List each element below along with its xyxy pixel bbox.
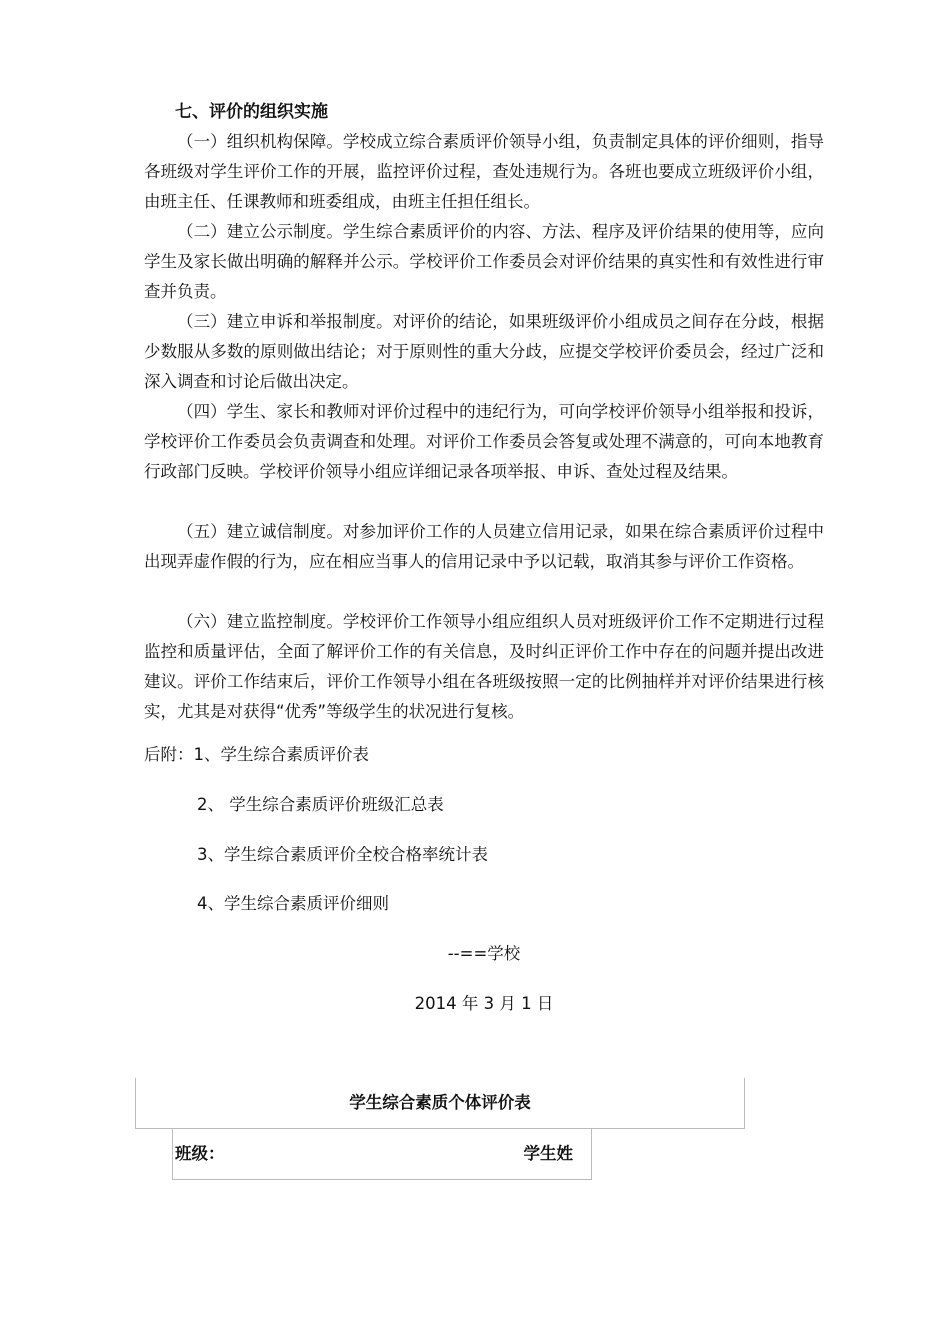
paragraph-integrity: （五）建立诚信制度。对参加评价工作的人员建立信用记录，如果在综合素质评价过程中出现弄虚作假的行为，应在相应当事人的信用记录中予以记载，取消其参与评价工作资格。 bbox=[144, 522, 824, 571]
paragraph-publicity: （二）建立公示制度。学生综合素质评价的内容、方法、程序及评价结果的使用等，应向学生及家长做出明确的解释并公示。学校评价工作委员会对评价结果的真实性和有效性进行审查并负责。 bbox=[144, 222, 824, 301]
class-label: 班级： bbox=[175, 1144, 225, 1163]
student-name-label: 学生姓 bbox=[523, 1144, 573, 1163]
paragraph-organization: （一）组织机构保障。学校成立综合素质评价领导小组，负责制定具体的评价细则，指导各班级对学生评价工作的开展，监控评价过程，查处违规行为。各班也要成立班级评价小组，由班主任、任课教师和班委组成，由班主任担任组长。 bbox=[144, 132, 824, 211]
section-heading: 七、评价的组织实施 bbox=[175, 102, 328, 122]
form-title-cell bbox=[135, 1078, 745, 1129]
paragraph-monitoring: （六）建立监控制度。学校评价工作领导小组应组织人员对班级评价工作不定期进行过程监控和质量评估，全面了解评价工作的有关信息，及时纠正评价工作中存在的问题并提出改进建议。评价工作结束后，评价工作领导小组在各班级按照一定的比例抽样并对评价结果进行核实，尤其是对获得“优秀”等级学生的状况进行复核。 bbox=[144, 612, 824, 721]
signature-date: 2014 年 3 月 1 日 bbox=[414, 994, 554, 1013]
appendix-item: 4、学生综合素质评价细则 bbox=[197, 894, 389, 913]
paragraph-report: （四）学生、家长和教师对评价过程中的违纪行为，可向学校评价领导小组举报和投诉，学校评价工作委员会负责调查和处理。对评价工作委员会答复或处理不满意的，可向本地教育行政部门反映。学校评价领导小组应详细记录各项举报、申诉、查处过程及结果。 bbox=[144, 402, 824, 481]
paragraph-appeal: （三）建立申诉和举报制度。对评价的结论，如果班级评价小组成员之间存在分歧，根据少数服从多数的原则做出结论；对于原则性的重大分歧，应提交学校评价委员会，经过广泛和深入调查和讨论后做出决定。 bbox=[144, 312, 824, 391]
form-info-row bbox=[172, 1129, 592, 1180]
appendix-item: 3、学生综合素质评价全校合格率统计表 bbox=[197, 845, 488, 864]
form-title: 学生综合素质个体评价表 bbox=[349, 1093, 531, 1112]
appendix-title: 后附：1、学生综合素质评价表 bbox=[144, 745, 369, 764]
appendix-item: 2、 学生综合素质评价班级汇总表 bbox=[197, 795, 444, 814]
signature-school: --==学校 bbox=[447, 944, 521, 963]
